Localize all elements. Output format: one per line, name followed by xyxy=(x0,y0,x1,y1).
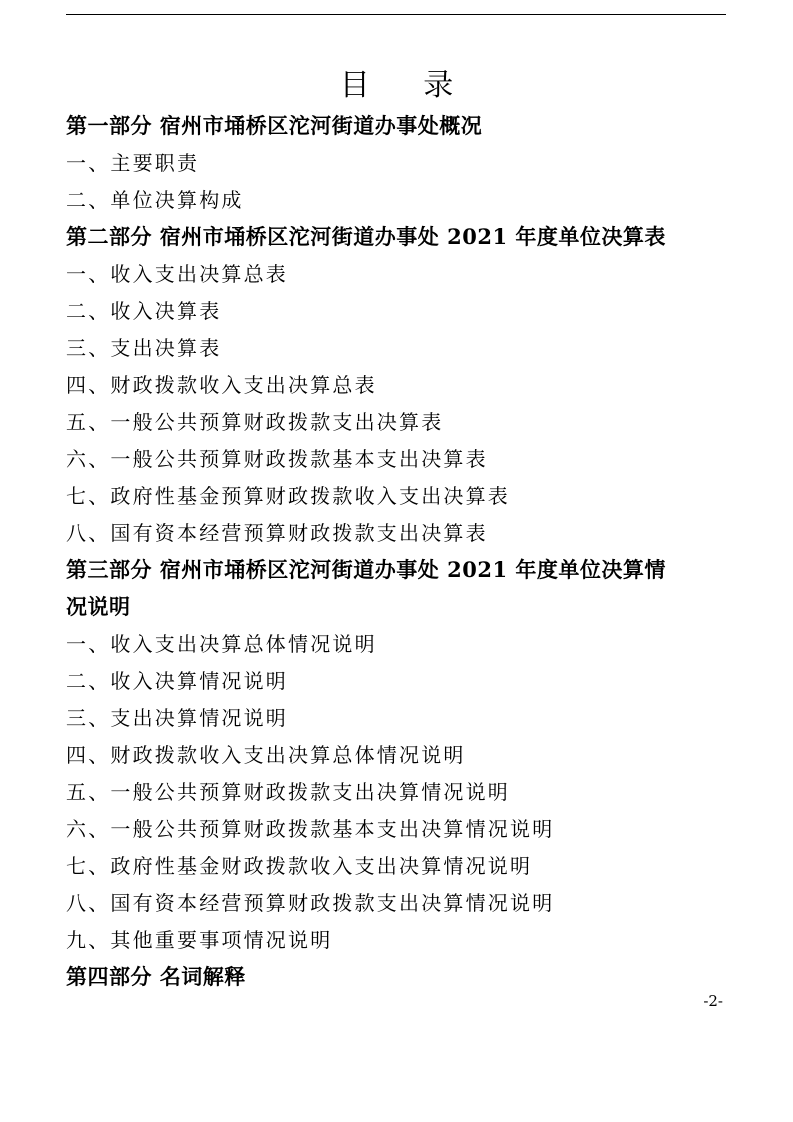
toc-item[interactable]: 三、支出决算表 xyxy=(66,336,222,360)
toc-item[interactable]: 六、一般公共预算财政拨款基本支出决算情况说明 xyxy=(66,817,555,841)
toc-item[interactable]: 六、一般公共预算财政拨款基本支出决算表 xyxy=(66,447,488,471)
toc-item[interactable]: 八、国有资本经营预算财政拨款支出决算情况说明 xyxy=(66,891,555,915)
toc-item[interactable]: 七、政府性基金预算财政拨款收入支出决算表 xyxy=(66,484,510,508)
toc-item[interactable]: 八、国有资本经营预算财政拨款支出决算表 xyxy=(66,521,488,545)
toc-item[interactable]: 二、收入决算表 xyxy=(66,299,222,323)
toc-item[interactable]: 一、主要职责 xyxy=(66,151,200,175)
toc-item[interactable]: 五、一般公共预算财政拨款支出决算表 xyxy=(66,410,444,434)
toc-item[interactable]: 二、单位决算构成 xyxy=(66,188,244,212)
toc-item[interactable]: 一、收入支出决算总表 xyxy=(66,262,288,286)
page-number: -2- xyxy=(703,992,723,1010)
toc-part3-heading-cont[interactable]: 况说明 xyxy=(66,594,131,619)
toc-item[interactable]: 五、一般公共预算财政拨款支出决算情况说明 xyxy=(66,780,510,804)
toc-part2-heading[interactable]: 第二部分 宿州市埇桥区沱河街道办事处 2021 年度单位决算表 xyxy=(66,224,666,249)
toc-item[interactable]: 二、收入决算情况说明 xyxy=(66,669,288,693)
toc-part1-heading[interactable]: 第一部分 宿州市埇桥区沱河街道办事处概况 xyxy=(66,113,483,138)
toc-item[interactable]: 四、财政拨款收入支出决算总表 xyxy=(66,373,377,397)
page-title: 目 录 xyxy=(339,68,476,103)
toc-item[interactable]: 四、财政拨款收入支出决算总体情况说明 xyxy=(66,743,466,767)
toc-item[interactable]: 九、其他重要事项情况说明 xyxy=(66,928,333,952)
toc-item[interactable]: 三、支出决算情况说明 xyxy=(66,706,288,730)
toc-part3-heading[interactable]: 第三部分 宿州市埇桥区沱河街道办事处 2021 年度单位决算情 xyxy=(66,557,666,582)
toc-item[interactable]: 七、政府性基金财政拨款收入支出决算情况说明 xyxy=(66,854,533,878)
header-rule xyxy=(66,14,726,15)
toc-part4-heading[interactable]: 第四部分 名词解释 xyxy=(66,964,246,989)
toc-item[interactable]: 一、收入支出决算总体情况说明 xyxy=(66,632,377,656)
